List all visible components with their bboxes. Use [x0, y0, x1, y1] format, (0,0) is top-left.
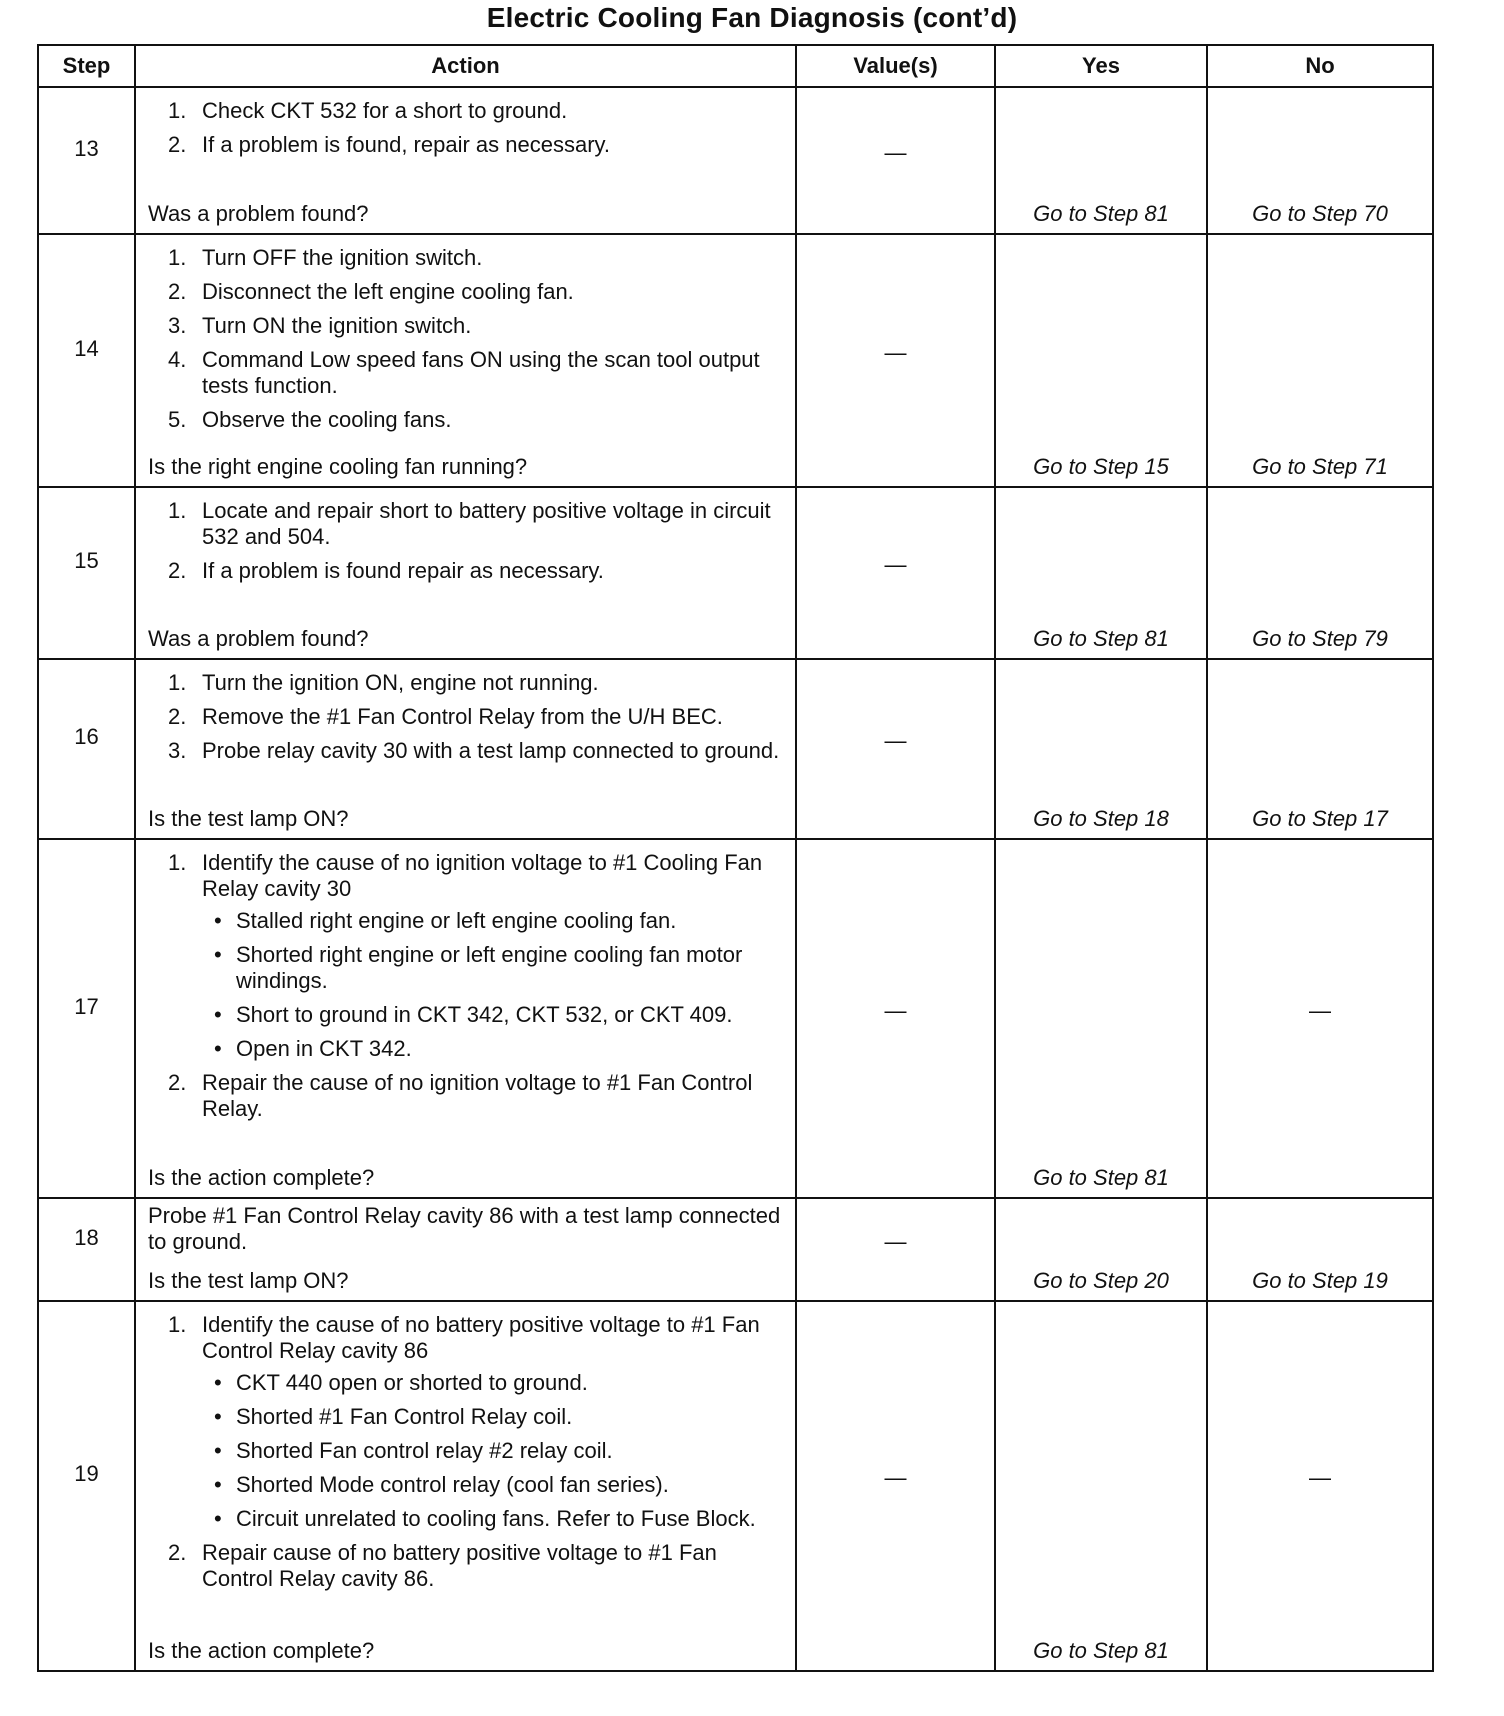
step-number: 13 [38, 87, 135, 234]
bullet-item: • Shorted Mode control relay (cool fan series). [214, 1472, 669, 1497]
value-cell: — [796, 1198, 995, 1301]
value-cell: — [796, 234, 995, 487]
page-title: Electric Cooling Fan Diagnosis (cont’d) [486, 2, 1018, 33]
action-cell [135, 87, 796, 234]
value-cell: — [796, 1301, 995, 1671]
yes-cell: Go to Step 81 [995, 487, 1207, 659]
header-action: Action [135, 45, 796, 87]
step-number: 18 [38, 1198, 135, 1301]
step-number: 16 [38, 659, 135, 839]
list-item: 3. Turn ON the ignition switch. [168, 313, 472, 338]
action-question: Was a problem found? [148, 626, 369, 651]
action-cell [135, 1198, 796, 1301]
list-item: 1. Locate and repair short to battery positive voltage in circuit 532 and 504. [168, 498, 771, 549]
table-row [38, 87, 1433, 234]
table-row [38, 1198, 1433, 1301]
step-number: 14 [38, 234, 135, 487]
list-item: 1. Identify the cause of no ignition voltage to #1 Cooling Fan Relay cavity 30 • Stalled right engine or left engine cooling fan. • Shorted right engine or left engine cooling fan motor windings. • Short to ground in CKT 342, CKT 532, or CKT 409. • Open in CKT 342. [148, 850, 787, 1062]
step-number: 15 [38, 487, 135, 659]
step-number: 17 [38, 839, 135, 1198]
table-row [38, 659, 1433, 839]
list-item: 1. Check CKT 532 for a short to ground. [168, 98, 568, 123]
value-cell: — [796, 659, 995, 839]
header-values: Value(s) [796, 45, 995, 87]
bullet-item: • Open in CKT 342. [214, 1036, 412, 1061]
header-step: Step [38, 45, 135, 87]
list-item: 2. If a problem is found, repair as necessary. [168, 132, 611, 157]
action-cell [135, 487, 796, 659]
action-list [148, 245, 787, 441]
bullet-item: • Short to ground in CKT 342, CKT 532, or CKT 409. [214, 1002, 733, 1027]
list-item: 3. Probe relay cavity 30 with a test lamp connected to ground. [168, 738, 780, 763]
no-cell: Go to Step 70 [1207, 87, 1433, 234]
list-item: 2. If a problem is found repair as necessary. [168, 558, 604, 583]
action-list [148, 98, 787, 166]
action-question: Was a problem found? [148, 201, 369, 226]
bullet-item: • CKT 440 open or shorted to ground. [214, 1370, 588, 1395]
action-cell [135, 659, 796, 839]
table-row [38, 1301, 1433, 1671]
yes-cell: Go to Step 81 [995, 839, 1207, 1198]
header-row [38, 45, 1433, 87]
yes-cell: Go to Step 18 [995, 659, 1207, 839]
list-item: 2. Disconnect the left engine cooling fan. [168, 279, 574, 304]
yes-cell: Go to Step 81 [995, 87, 1207, 234]
table-row [38, 234, 1433, 487]
step-number: 19 [38, 1301, 135, 1671]
action-list [148, 498, 787, 592]
no-cell: Go to Step 17 [1207, 659, 1433, 839]
no-cell: Go to Step 19 [1207, 1198, 1433, 1301]
bullet-item: • Stalled right engine or left engine cooling fan. [214, 908, 677, 933]
table-row [38, 839, 1433, 1198]
action-list [148, 1312, 787, 1600]
no-cell: — [1207, 839, 1433, 1198]
list-item: 1. Turn OFF the ignition switch. [168, 245, 483, 270]
action-text: Probe #1 Fan Control Relay cavity 86 with a test lamp connected to ground. [148, 1203, 781, 1254]
action-question: Is the test lamp ON? [148, 806, 349, 831]
no-cell: Go to Step 71 [1207, 234, 1433, 487]
bullet-item: • Shorted #1 Fan Control Relay coil. [214, 1404, 573, 1429]
action-question: Is the test lamp ON? [148, 1268, 349, 1293]
header-yes: Yes [995, 45, 1207, 87]
action-question: Is the action complete? [148, 1638, 375, 1663]
action-list [148, 670, 787, 772]
value-cell: — [796, 87, 995, 234]
action-question: Is the right engine cooling fan running? [148, 454, 528, 479]
action-cell [135, 839, 796, 1198]
list-item: 2. Remove the #1 Fan Control Relay from the U/H BEC. [168, 704, 723, 729]
yes-cell: Go to Step 81 [995, 1301, 1207, 1671]
value-cell: — [796, 839, 995, 1198]
action-question: Is the action complete? [148, 1165, 375, 1190]
diagnosis-table [37, 44, 1434, 1672]
list-item: 1. Identify the cause of no battery positive voltage to #1 Fan Control Relay cavity 86 • CKT 440 open or shorted to ground. • Shorted #1 Fan Control Relay coil. • Shorted Fan control relay #2 relay coil. • Shorted Mode control relay (cool fan series). • Circuit unrelated to cooling fans. Refer to Fuse Block. [148, 1312, 787, 1532]
no-cell: — [1207, 1301, 1433, 1671]
bullet-item: • Shorted Fan control relay #2 relay coil. [214, 1438, 613, 1463]
bullet-list [202, 1370, 787, 1532]
list-item: 2. Repair cause of no battery positive voltage to #1 Fan Control Relay cavity 86. [168, 1540, 717, 1591]
bullet-list [202, 908, 787, 1062]
value-cell: — [796, 487, 995, 659]
list-item: 2. Repair the cause of no ignition voltage to #1 Fan Control Relay. [168, 1070, 753, 1121]
list-item: 4. Command Low speed fans ON using the scan tool output tests function. [168, 347, 760, 398]
bullet-item: • Shorted right engine or left engine cooling fan motor windings. [214, 942, 743, 993]
bullet-item: • Circuit unrelated to cooling fans. Refer to Fuse Block. [214, 1506, 756, 1531]
yes-cell: Go to Step 15 [995, 234, 1207, 487]
header-no: No [1207, 45, 1433, 87]
action-cell [135, 234, 796, 487]
table-row [38, 487, 1433, 659]
yes-cell: Go to Step 20 [995, 1198, 1207, 1301]
action-cell [135, 1301, 796, 1671]
list-item: 5. Observe the cooling fans. [168, 407, 452, 432]
list-item: 1. Turn the ignition ON, engine not running. [168, 670, 599, 695]
action-list [148, 850, 787, 1130]
no-cell: Go to Step 79 [1207, 487, 1433, 659]
